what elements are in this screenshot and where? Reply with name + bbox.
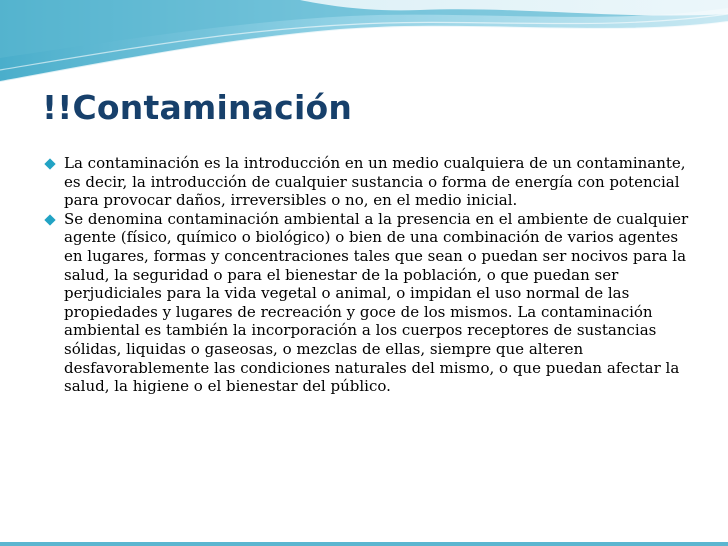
footer-band (0, 542, 728, 546)
bullet-diamond-icon (44, 158, 55, 169)
bullet-text: La contaminación es la introducción en un medio cualquiera de un contaminante, es decir, la introducción de cualquier sustancia o forma de energía con potencial para provocar daños, irreversibles o no, en el medio inicial. (64, 154, 686, 210)
header-wave-decoration (0, 0, 728, 92)
bullet-item (46, 210, 701, 396)
bullet-list (46, 154, 701, 396)
bullet-diamond-icon (44, 214, 55, 225)
bullet-text: Se denomina contaminación ambiental a la presencia en el ambiente de cualquier agente (físico, químico o biológico) o bien de una combinación de varios agentes en lugares, formas y concentraciones tales que sean o puedan ser nocivos para la salud, la seguridad o para el bienestar de la población, o que puedan ser perjudiciales para la vida vegetal o animal, o impidan el uso normal de las propiedades y lugares de recreación y goce de los mismos. La contaminación ambiental es también la incorporación a los cuerpos receptores de sustancias sólidas, liquidas o gaseosas, o mezclas de ellas, siempre que alteren desfavorablemente las condiciones naturales del mismo, o que puedan afectar la salud, la higiene o el bienestar del público. (64, 209, 689, 396)
bullet-item (46, 154, 701, 210)
slide-title: !!Contaminación (42, 88, 353, 127)
